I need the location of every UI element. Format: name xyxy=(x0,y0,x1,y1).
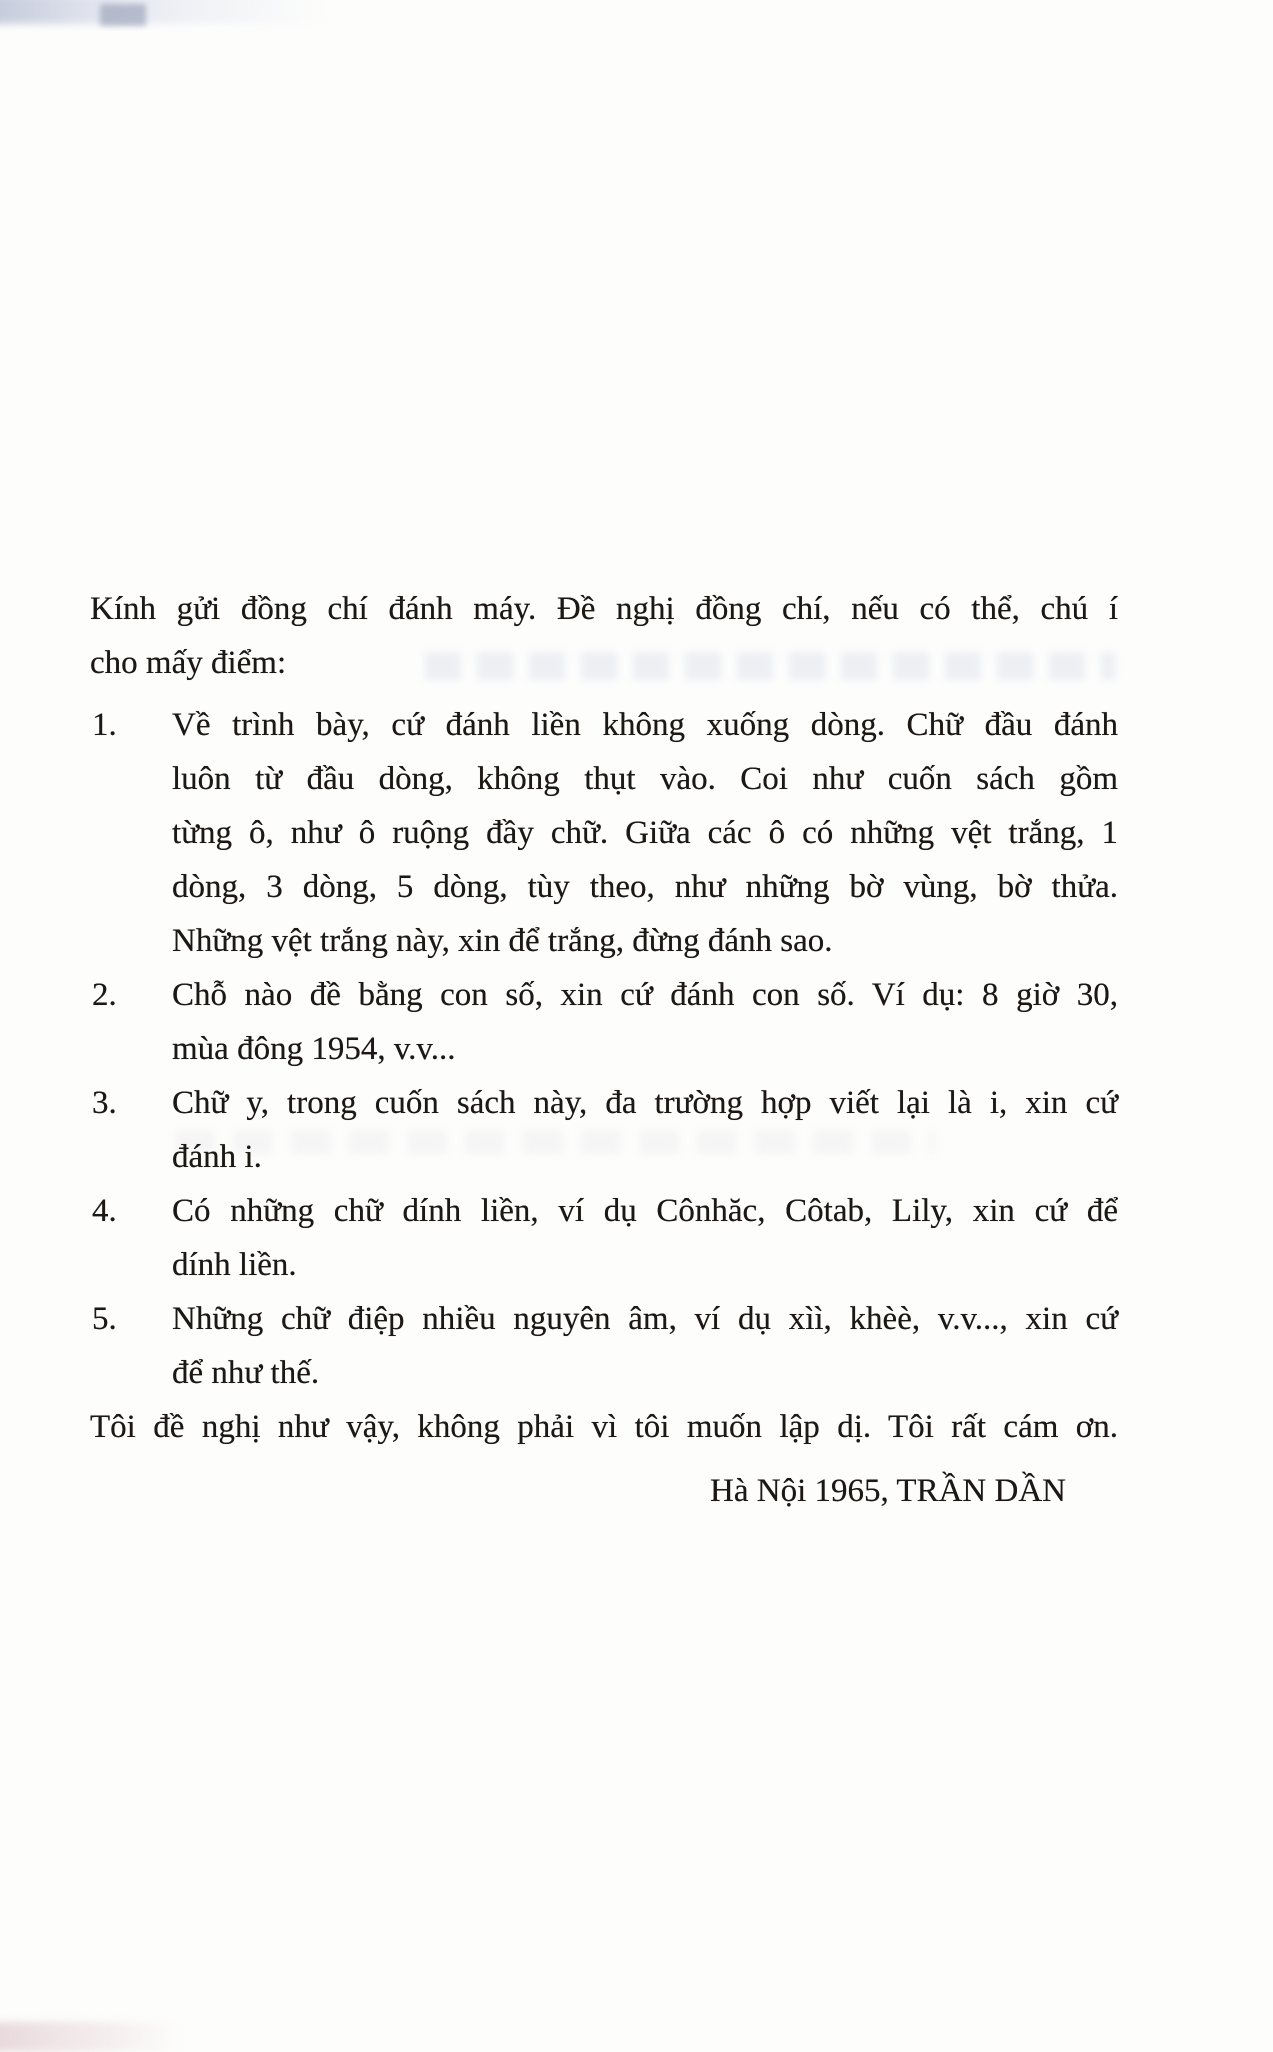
intro-line: cho mấy điểm: xyxy=(90,645,287,681)
signature-line: Hà Nội 1965, TRẦN DẦN xyxy=(710,1473,1066,1509)
intro-line: Kính gửi đồng chí đánh máy. Đề nghị đồng chí, nếu có thể, chú í xyxy=(90,591,1118,627)
list-number: 1. xyxy=(92,707,117,743)
list-number: 4. xyxy=(92,1193,117,1229)
list-item-text xyxy=(172,1184,1118,1292)
scan-mark-top xyxy=(100,4,146,26)
letter-body xyxy=(90,582,1118,1518)
item-line: dính liền. xyxy=(172,1247,297,1283)
item-line: Chỗ nào đề bằng con số, xin cứ đánh con số. Ví dụ: 8 giờ 30, xyxy=(172,977,1118,1013)
item-line: Về trình bày, cứ đánh liền không xuống dòng. Chữ đầu đánh xyxy=(172,707,1118,743)
scan-smudge-top-left xyxy=(0,0,368,24)
item-line: mùa đông 1954, v.v... xyxy=(172,1031,456,1067)
item-line: luôn từ đầu dòng, không thụt vào. Coi như cuốn sách gồm xyxy=(172,761,1118,797)
item-line: Những vệt trắng này, xin để trắng, đừng đánh sao. xyxy=(172,923,833,959)
item-line: Chữ y, trong cuốn sách này, đa trường hợp viết lại là i, xin cứ xyxy=(172,1085,1118,1121)
list-item-2 xyxy=(90,968,1118,1076)
item-line: từng ô, như ô ruộng đầy chữ. Giữa các ô có những vệt trắng, 1 xyxy=(172,815,1118,851)
intro-paragraph xyxy=(90,582,1118,690)
list-number: 5. xyxy=(92,1301,117,1337)
list-item-4 xyxy=(90,1184,1118,1292)
item-line: Có những chữ dính liền, ví dụ Cônhăc, Côtab, Lily, xin cứ để xyxy=(172,1193,1118,1229)
item-line: Những chữ điệp nhiều nguyên âm, ví dụ xìì, khèè, v.v..., xin cứ xyxy=(172,1301,1118,1337)
numbered-list xyxy=(90,698,1118,1400)
list-number: 3. xyxy=(92,1085,117,1121)
list-item-1 xyxy=(90,698,1118,968)
list-item-5 xyxy=(90,1292,1118,1400)
list-item-text xyxy=(172,968,1118,1076)
item-line: dòng, 3 dòng, 5 dòng, tùy theo, như những bờ vùng, bờ thửa. xyxy=(172,869,1118,905)
closing-line: Tôi đề nghị như vậy, không phải vì tôi muốn lập dị. Tôi rất cám ơn. xyxy=(90,1409,1118,1445)
list-item-3 xyxy=(90,1076,1118,1184)
list-number: 2. xyxy=(92,977,117,1013)
list-item-text xyxy=(172,698,1118,968)
list-item-text xyxy=(172,1292,1118,1400)
item-line: để như thế. xyxy=(172,1355,320,1391)
list-item-text xyxy=(172,1076,1118,1184)
item-line: đánh i. xyxy=(172,1139,262,1175)
